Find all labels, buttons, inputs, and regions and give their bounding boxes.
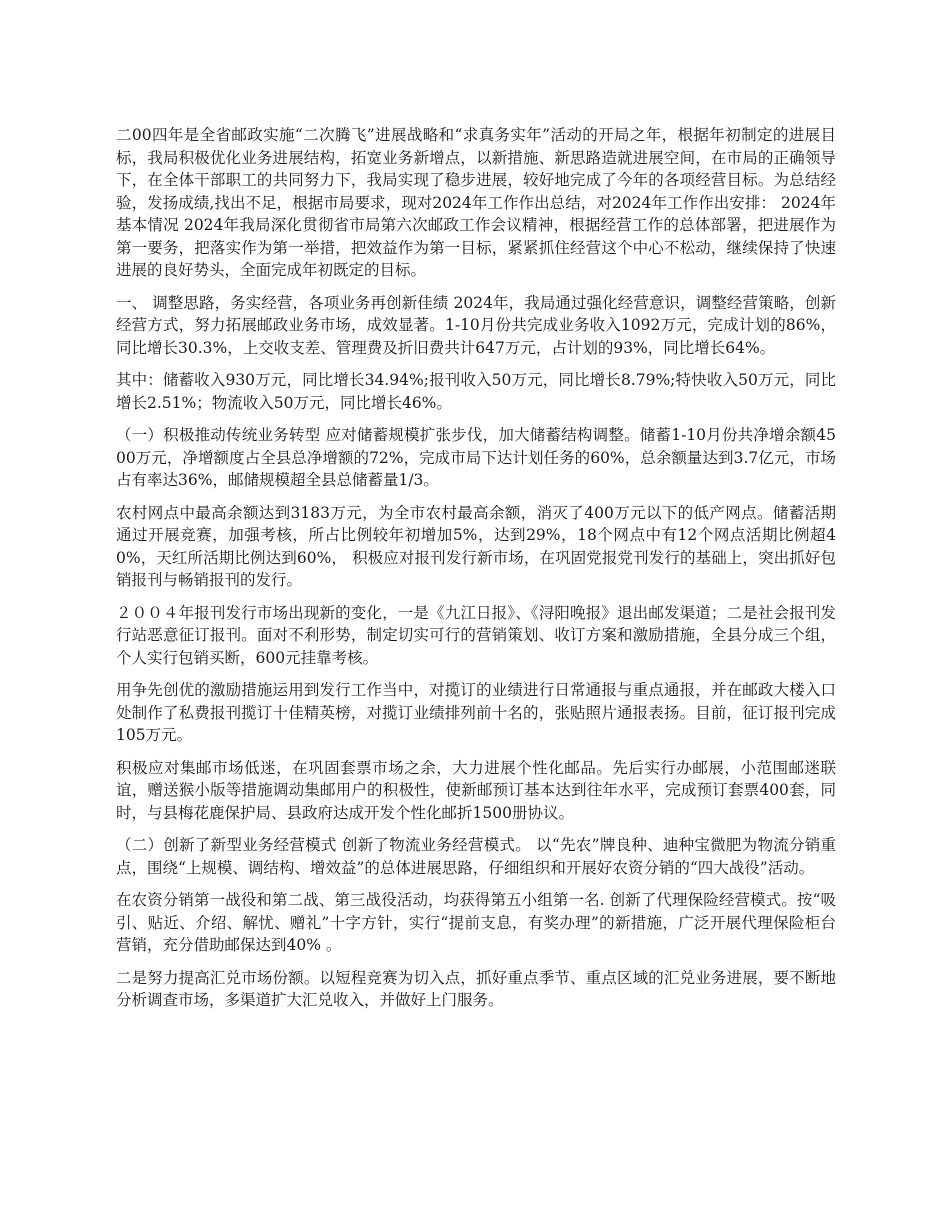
- paragraph-income-breakdown: 其中：储蓄收入930万元，同比增长34.94%;报刊收入50万元，同比增长8.79%;特快收入50万元，同比增长2.51%；物流收入50万元，同比增长46%。: [116, 371, 836, 412]
- paragraph-incentives: 用争先创优的激励措施运用到发行工作当中，对揽订的业绩进行日常通报与重点通报，并在邮政大楼入口处制作了私费报刊揽订十佳精英榜，对揽订业绩排列前十名的，张贴照片通报表扬。目前，征订报刊完成105万元。: [116, 681, 836, 744]
- paragraph-intro: 二00四年是全省邮政实施“二次腾飞”进展战略和“求真务实年”活动的开局之年，根据年初制定的进展目标，我局积极优化业务进展结构，拓宽业务新增点，以新措施、新思路造就进展空间，在市局的正确领导下，在全体干部职工的共同努力下，我局实现了稳步进展，较好地完成了今年的各项经营目标。为总结经验，发扬成绩,找出不足，根据市局要求，现对2024年工作作出总结，对2024年工作作出安排： 2024年基本情况 2024年我局深化贯彻省市局第六次邮政工作会议精神，根据经营工作的总体部署，把进展作为第一要务，把落实作为第一举措，把效益作为第一目标，紧紧抓住经营这个中心不松动，继续保持了快速进展的良好势头，全面完成年初既定的目标。: [116, 126, 836, 279]
- paragraph-philately: 积极应对集邮市场低迷，在巩固套票市场之余，大力进展个性化邮品。先后实行办邮展，小范围邮迷联谊，赠送猴小版等措施调动集邮用户的积极性，使新邮预订基本达到往年水平，完成预订套票400套，同时，与县梅花鹿保护局、县政府达成开发个性化邮折1500册协议。: [116, 758, 836, 822]
- document-body: [116, 124, 836, 1022]
- paragraph-remittance: 二是努力提高汇兑市场份额。以短程竞赛为切入点，抓好重点季节、重点区域的汇兑业务进展，要不断地分析调查市场，多渠道扩大汇兑收入，并做好上门服务。: [116, 968, 836, 1009]
- paragraph-subsection-1: （一）积极推动传统业务转型 应对储蓄规模扩张步伐，加大储蓄结构调整。储蓄1-10月份共净增余额4500万元，净增额度占全县总净增额的72%，完成市局下达计划任务的60%，总余额量达到3.7亿元，市场占有率达36%，邮储规模超全县总储蓄量1/3。: [116, 426, 836, 489]
- paragraph-rural-outlets: 农村网点中最高余额达到3183万元，为全市农村最高余额，消灭了400万元以下的低产网点。储蓄活期通过开展竞赛，加强考核，所占比例较年初增加5%，达到29%，18个网点中有12个网点活期比例超40%，天红所活期比例达到60%， 积极应对报刊发行新市场，在巩固党报党刊发行的基础上，突出抓好包销报刊与畅销报刊的发行。: [116, 503, 836, 589]
- paragraph-insurance: 在农资分销第一战役和第二战、第三战役活动，均获得第五小组第一名. 创新了代理保险经营模式。按“吸引、贴近、介绍、解忧、赠礼”十字方针，实行“提前支息，有奖办理”的新措施，广泛开展代理保险柜台营销，充分借助邮保达到40% 。: [116, 891, 836, 954]
- paragraph-subsection-2: （二）创新了新型业务经营模式 创新了物流业务经营模式。 以“先农”牌良种、迪种宝微肥为物流分销重点，围绕“上规模、调结构、增效益”的总体进展思路，仔细组织和开展好农资分销的“四大战役”活动。: [116, 836, 836, 877]
- paragraph-section-1: 一、 调整思路，务实经营，各项业务再创新佳绩 2024年，我局通过强化经营意识，调整经营策略，创新经营方式，努力拓展邮政业务市场，成效显著。1-10月份共完成业务收入1092万元，完成计划的86%，同比增长30.3%，上交收支差、管理费及折旧费共计647万元，占计划的93%，同比增长64%。: [116, 293, 836, 357]
- paragraph-newspaper-market: ２００４年报刊发行市场出现新的变化，一是《九江日报》、《浔阳晚报》退出邮发渠道；二是社会报刊发行站恶意征订报刊。面对不利形势，制定切实可行的营销策划、收订方案和激励措施，全县分成三个组，个人实行包销买断，600元挂靠考核。: [116, 603, 836, 667]
